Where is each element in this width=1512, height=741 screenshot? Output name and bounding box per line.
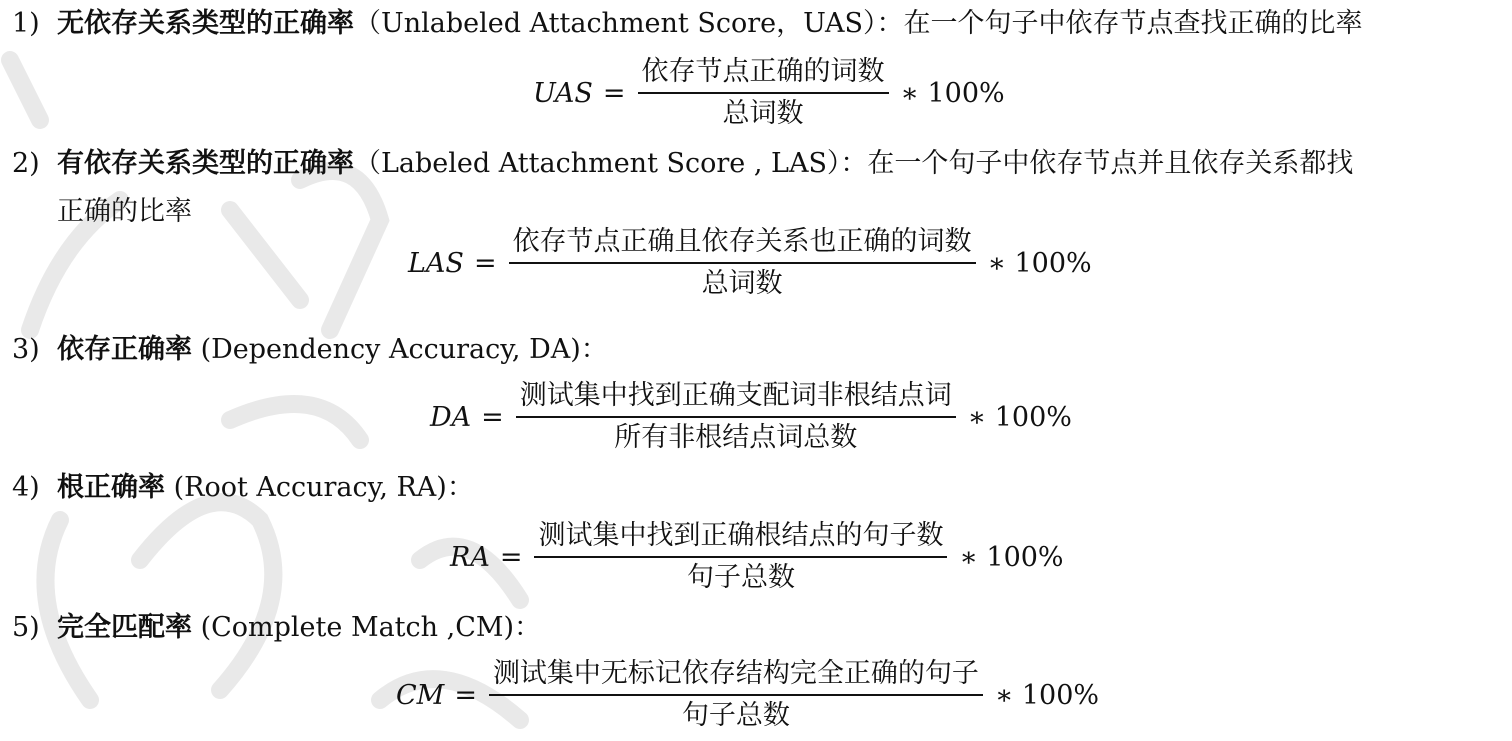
item-description: (Root Accuracy, RA)： (165, 472, 474, 503)
formula-multiplier: ∗ 100% (967, 401, 1072, 433)
formula-da (430, 378, 1072, 456)
formula-ra (450, 518, 1064, 596)
item-number: 5) (12, 612, 40, 643)
item-description: （Unlabeled Attachment Score，UAS）：在一个句子中依存节点查找正确的比率 (354, 8, 1363, 39)
formula-cm (396, 656, 1099, 734)
formula-fraction (516, 378, 956, 456)
item-term: 无依存关系类型的正确率 (57, 8, 354, 39)
formula-multiplier: ∗ 100% (987, 247, 1092, 279)
formula-lhs: DA (430, 401, 472, 433)
formula-las (408, 224, 1092, 302)
item-term: 依存正确率 (57, 334, 192, 365)
formula-multiplier: ∗ 100% (900, 77, 1005, 109)
item-number: 4) (12, 472, 40, 503)
formula-denominator: 总词数 (722, 98, 804, 129)
formula-equals: = (473, 247, 497, 279)
list-item-da (12, 330, 608, 370)
item-term: 根正确率 (57, 472, 165, 503)
formula-numerator: 测试集中找到正确根结点的句子数 (538, 520, 944, 551)
formula-fraction (509, 224, 976, 302)
formula-denominator: 句子总数 (681, 700, 790, 731)
formula-equals: = (454, 679, 477, 711)
formula-multiplier: ∗ 100% (994, 679, 1100, 711)
item-description: (Dependency Accuracy, DA)： (192, 334, 608, 365)
list-item-cm (12, 608, 541, 648)
formula-numerator: 依存节点正确且依存关系也正确的词数 (512, 226, 972, 257)
formula-equals: = (602, 77, 626, 109)
formula-fraction (489, 656, 983, 734)
formula-denominator: 所有非根结点词总数 (614, 422, 858, 453)
formula-equals: = (499, 541, 523, 573)
formula-denominator: 总词数 (701, 268, 783, 299)
formula-equals: = (481, 401, 504, 433)
item-term: 完全匹配率 (57, 612, 192, 643)
list-item-las (12, 144, 1353, 184)
formula-numerator: 测试集中找到正确支配词非根结点词 (519, 380, 952, 411)
item-number: 2) (12, 148, 40, 179)
item-term: 有依存关系类型的正确率 (57, 148, 354, 179)
item-description: (Complete Match ,CM)： (192, 612, 542, 643)
item-number: 1) (12, 8, 40, 39)
formula-multiplier: ∗ 100% (959, 541, 1064, 573)
formula-lhs: RA (450, 541, 490, 573)
item-description: （Labeled Attachment Score , LAS）：在一个句子中依存节点并且依存关系都找 (354, 148, 1354, 179)
item-number: 3) (12, 334, 40, 365)
formula-uas (533, 54, 1005, 132)
list-item-uas (12, 4, 1363, 44)
formula-numerator: 测试集中无标记依存结构完全正确的句子 (492, 658, 979, 689)
formula-fraction (638, 54, 889, 132)
formula-lhs: UAS (533, 77, 593, 109)
formula-denominator: 句子总数 (686, 562, 795, 593)
item-description-continuation: 正确的比率 (57, 196, 192, 227)
formula-fraction (534, 518, 947, 596)
formula-lhs: CM (396, 679, 445, 711)
formula-numerator: 依存节点正确的词数 (641, 56, 885, 87)
formula-lhs: LAS (408, 247, 464, 279)
list-item-ra (12, 468, 474, 508)
